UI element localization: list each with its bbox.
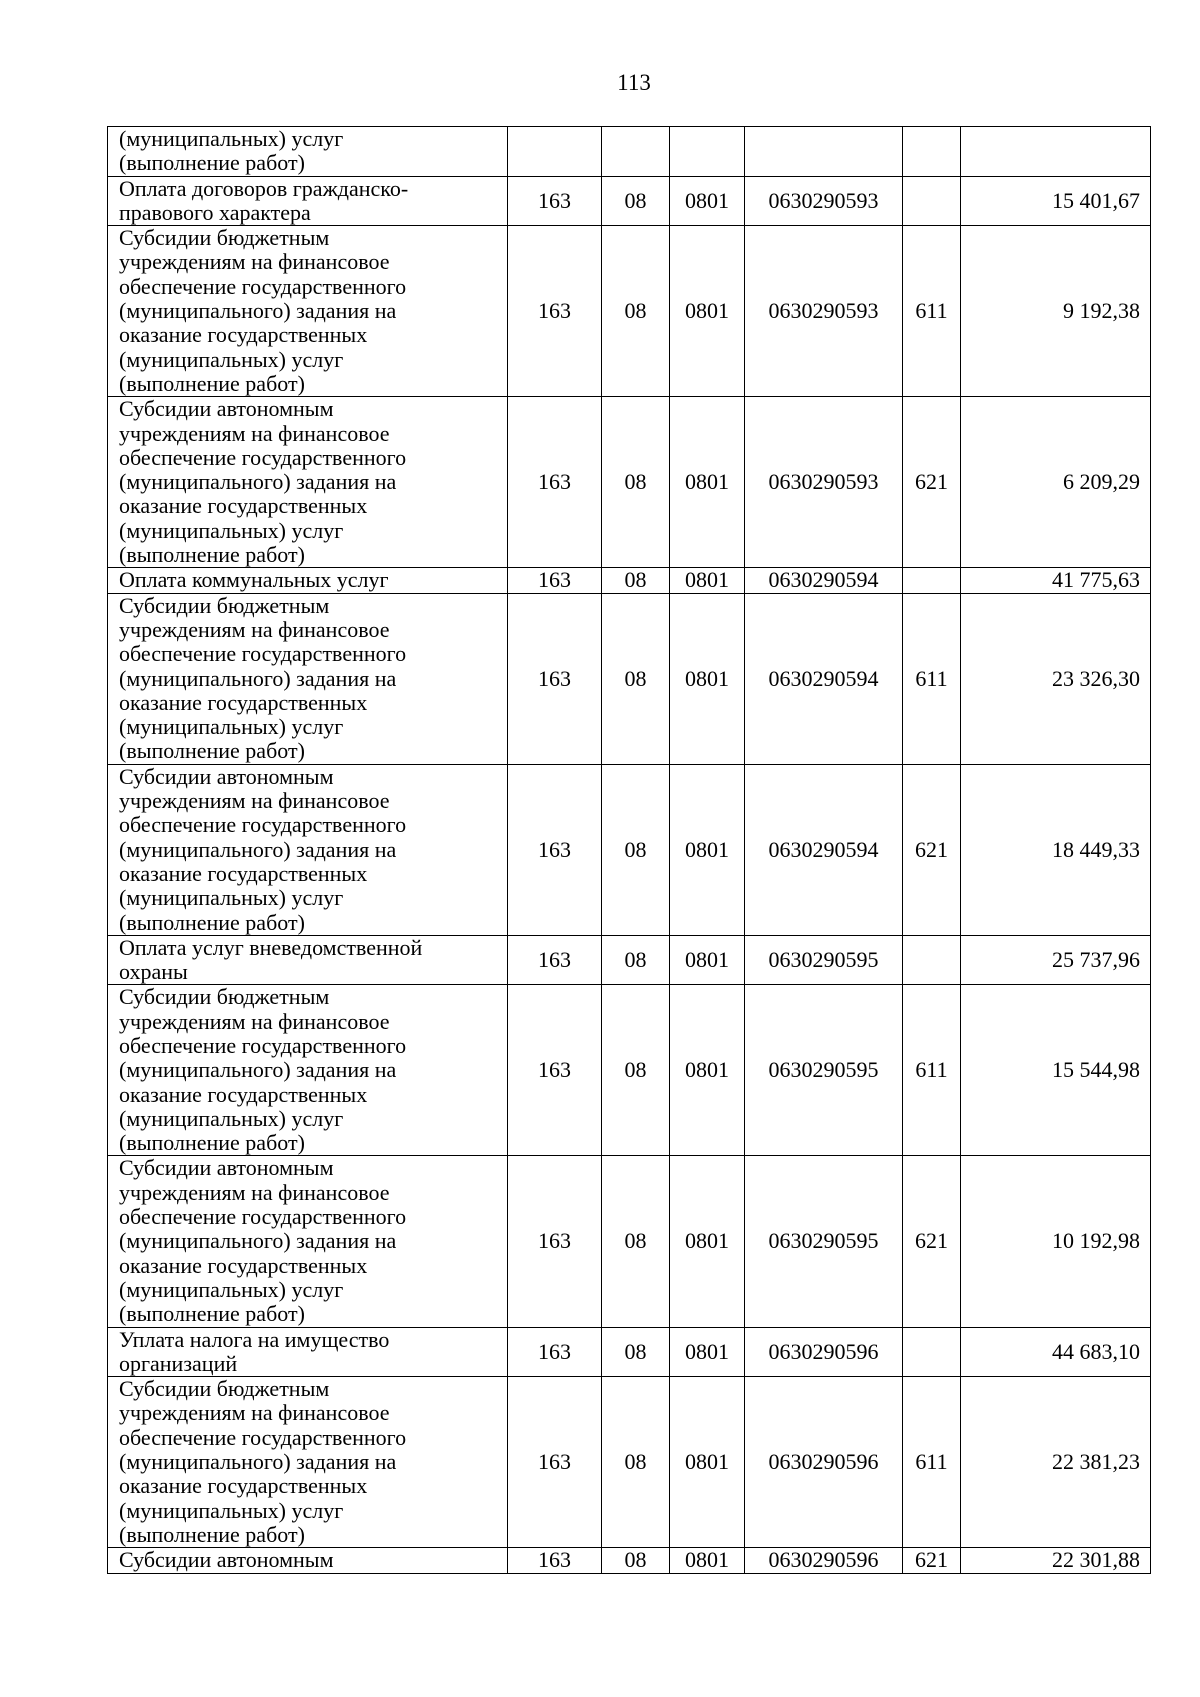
row-amount-cell: 22 381,23 xyxy=(961,1377,1151,1548)
table-row xyxy=(108,935,1151,985)
row-admin-code-cell: 163 xyxy=(508,226,602,397)
row-expense-type-cell xyxy=(903,1327,961,1377)
row-section-cell: 08 xyxy=(602,593,670,764)
row-section-cell: 08 xyxy=(602,764,670,935)
row-section-cell: 08 xyxy=(602,1156,670,1327)
row-target-code-cell: 0630290594 xyxy=(745,593,903,764)
row-name-cell: Оплата услуг вневедомственной охраны xyxy=(108,935,508,985)
row-amount-cell: 15 401,67 xyxy=(961,176,1151,226)
table-body xyxy=(108,127,1151,1574)
row-amount-cell: 41 775,63 xyxy=(961,568,1151,593)
row-name-cell: Оплата коммунальных услуг xyxy=(108,568,508,593)
row-subsection-cell: 0801 xyxy=(670,397,745,568)
page-number: 113 xyxy=(617,70,651,95)
row-target-code-cell: 0630290594 xyxy=(745,764,903,935)
row-admin-code-cell: 163 xyxy=(508,568,602,593)
row-amount-cell: 25 737,96 xyxy=(961,935,1151,985)
row-name-cell: Субсидии автономным учреждениям на финансовое обеспечение государственного (муниципального) задания на оказание государственных (муниципальных) услуг (выполнение работ) xyxy=(108,1156,508,1327)
row-target-code-cell xyxy=(745,127,903,177)
row-name-cell: Субсидии автономным учреждениям на финансовое обеспечение государственного (муниципального) задания на оказание государственных (муниципальных) услуг (выполнение работ) xyxy=(108,397,508,568)
row-admin-code-cell: 163 xyxy=(508,593,602,764)
row-section-cell: 08 xyxy=(602,1377,670,1548)
row-amount-cell: 9 192,38 xyxy=(961,226,1151,397)
row-target-code-cell: 0630290596 xyxy=(745,1327,903,1377)
row-amount-cell: 10 192,98 xyxy=(961,1156,1151,1327)
row-admin-code-cell: 163 xyxy=(508,985,602,1156)
row-amount-cell: 15 544,98 xyxy=(961,985,1151,1156)
row-admin-code-cell: 163 xyxy=(508,935,602,985)
row-target-code-cell: 0630290596 xyxy=(745,1548,903,1573)
row-expense-type-cell xyxy=(903,176,961,226)
row-admin-code-cell xyxy=(508,127,602,177)
table-row xyxy=(108,1327,1151,1377)
row-section-cell: 08 xyxy=(602,1327,670,1377)
row-target-code-cell: 0630290594 xyxy=(745,568,903,593)
row-subsection-cell: 0801 xyxy=(670,176,745,226)
table-row xyxy=(108,593,1151,764)
row-subsection-cell xyxy=(670,127,745,177)
table-row xyxy=(108,127,1151,177)
row-section-cell: 08 xyxy=(602,176,670,226)
row-expense-type-cell xyxy=(903,127,961,177)
row-expense-type-cell: 621 xyxy=(903,1156,961,1327)
row-amount-cell xyxy=(961,127,1151,177)
row-expense-type-cell: 611 xyxy=(903,985,961,1156)
row-subsection-cell: 0801 xyxy=(670,1156,745,1327)
row-section-cell: 08 xyxy=(602,568,670,593)
row-target-code-cell: 0630290593 xyxy=(745,397,903,568)
row-admin-code-cell: 163 xyxy=(508,1548,602,1573)
row-name-cell: Оплата договоров гражданско- правового характера xyxy=(108,176,508,226)
row-section-cell: 08 xyxy=(602,397,670,568)
row-name-cell: Субсидии бюджетным учреждениям на финансовое обеспечение государственного (муниципального) задания на оказание государственных (муниципальных) услуг (выполнение работ) xyxy=(108,226,508,397)
row-subsection-cell: 0801 xyxy=(670,985,745,1156)
row-name-cell: Субсидии бюджетным учреждениям на финансовое обеспечение государственного (муниципального) задания на оказание государственных (муниципальных) услуг (выполнение работ) xyxy=(108,593,508,764)
row-name-cell: (муниципальных) услуг (выполнение работ) xyxy=(108,127,508,177)
row-section-cell: 08 xyxy=(602,935,670,985)
row-target-code-cell: 0630290593 xyxy=(745,226,903,397)
row-target-code-cell: 0630290595 xyxy=(745,1156,903,1327)
row-name-cell: Субсидии бюджетным учреждениям на финансовое обеспечение государственного (муниципального) задания на оказание государственных (муниципальных) услуг (выполнение работ) xyxy=(108,985,508,1156)
table-row xyxy=(108,226,1151,397)
row-subsection-cell: 0801 xyxy=(670,764,745,935)
row-subsection-cell: 0801 xyxy=(670,1377,745,1548)
row-amount-cell: 18 449,33 xyxy=(961,764,1151,935)
row-section-cell: 08 xyxy=(602,226,670,397)
row-amount-cell: 22 301,88 xyxy=(961,1548,1151,1573)
row-expense-type-cell xyxy=(903,568,961,593)
row-amount-cell: 6 209,29 xyxy=(961,397,1151,568)
row-subsection-cell: 0801 xyxy=(670,568,745,593)
row-expense-type-cell: 611 xyxy=(903,1377,961,1548)
table-row xyxy=(108,176,1151,226)
row-admin-code-cell: 163 xyxy=(508,1156,602,1327)
row-target-code-cell: 0630290593 xyxy=(745,176,903,226)
row-name-cell: Субсидии автономным учреждениям на финансовое обеспечение государственного (муниципального) задания на оказание государственных (муниципальных) услуг (выполнение работ) xyxy=(108,764,508,935)
row-name-cell: Субсидии бюджетным учреждениям на финансовое обеспечение государственного (муниципального) задания на оказание государственных (муниципальных) услуг (выполнение работ) xyxy=(108,1377,508,1548)
row-target-code-cell: 0630290595 xyxy=(745,935,903,985)
table-row xyxy=(108,764,1151,935)
row-admin-code-cell: 163 xyxy=(508,397,602,568)
row-name-cell: Уплата налога на имущество организаций xyxy=(108,1327,508,1377)
table-row xyxy=(108,1548,1151,1573)
row-expense-type-cell: 621 xyxy=(903,1548,961,1573)
row-admin-code-cell: 163 xyxy=(508,1377,602,1548)
row-amount-cell: 44 683,10 xyxy=(961,1327,1151,1377)
row-expense-type-cell: 621 xyxy=(903,764,961,935)
row-admin-code-cell: 163 xyxy=(508,1327,602,1377)
row-subsection-cell: 0801 xyxy=(670,1327,745,1377)
row-name-cell: Субсидии автономным xyxy=(108,1548,508,1573)
row-subsection-cell: 0801 xyxy=(670,935,745,985)
row-target-code-cell: 0630290596 xyxy=(745,1377,903,1548)
table-row xyxy=(108,1377,1151,1548)
row-expense-type-cell: 621 xyxy=(903,397,961,568)
row-section-cell: 08 xyxy=(602,985,670,1156)
table-row xyxy=(108,985,1151,1156)
row-amount-cell: 23 326,30 xyxy=(961,593,1151,764)
row-target-code-cell: 0630290595 xyxy=(745,985,903,1156)
row-expense-type-cell: 611 xyxy=(903,226,961,397)
table-row xyxy=(108,1156,1151,1327)
row-admin-code-cell: 163 xyxy=(508,176,602,226)
row-section-cell: 08 xyxy=(602,1548,670,1573)
row-subsection-cell: 0801 xyxy=(670,226,745,397)
table-row xyxy=(108,568,1151,593)
row-expense-type-cell xyxy=(903,935,961,985)
table-row xyxy=(108,397,1151,568)
row-section-cell xyxy=(602,127,670,177)
row-expense-type-cell: 611 xyxy=(903,593,961,764)
budget-table xyxy=(107,126,1151,1574)
row-subsection-cell: 0801 xyxy=(670,593,745,764)
row-subsection-cell: 0801 xyxy=(670,1548,745,1573)
row-admin-code-cell: 163 xyxy=(508,764,602,935)
